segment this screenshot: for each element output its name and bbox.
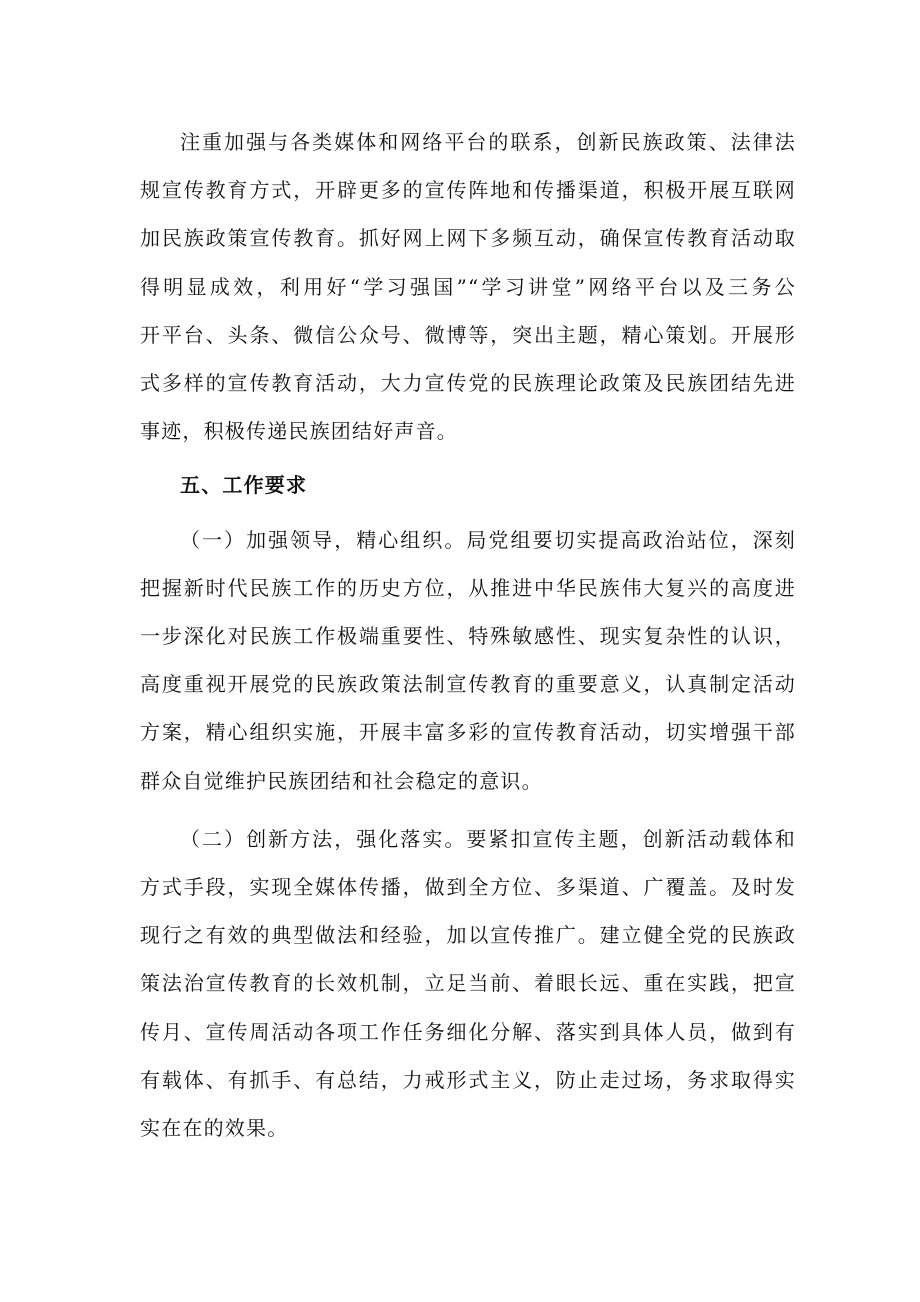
- paragraph-line: 一步深化对民族工作极端重要性、特殊敏感性、现实复杂性的认识，: [140, 624, 796, 649]
- paragraph-line: 现行之有效的典型做法和经验，加以宣传推广。建立健全党的民族政: [140, 923, 796, 948]
- paragraph-line: 有载体、有抓手、有总结，力戒形式主义，防止走过场，务求取得实: [140, 1067, 796, 1092]
- paragraph-line: 策法治宣传教育的长效机制，立足当前、着眼长远、重在实践，把宣: [140, 971, 796, 996]
- paragraph-innovation: [140, 815, 796, 1152]
- paragraph-leadership: [140, 516, 796, 805]
- paragraph-media-platforms: [140, 118, 796, 455]
- paragraph-line: （二）创新方法，强化落实。要紧扣宣传主题，创新活动载体和: [180, 826, 796, 851]
- paragraph-line: 加民族政策宣传教育。抓好网上网下多频互动，确保宣传教育活动取: [140, 226, 796, 251]
- document-body: [140, 118, 796, 1152]
- paragraph-line: 高度重视开展党的民族政策法制宣传教育的重要意义，认真制定活动: [140, 672, 796, 697]
- paragraph-line: 式多样的宣传教育活动，大力宣传党的民族理论政策及民族团结先进: [140, 371, 796, 396]
- paragraph-line: 传月、宣传周活动各项工作任务细化分解、落实到具体人员，做到有: [140, 1019, 796, 1044]
- paragraph-line: 群众自觉维护民族团结和社会稳定的意识。: [140, 768, 543, 793]
- paragraph-line: 把握新时代民族工作的历史方位，从推进中华民族伟大复兴的高度进: [140, 575, 796, 600]
- paragraph-line: （一）加强领导，精心组织。局党组要切实提高政治站位，深刻: [180, 527, 796, 552]
- paragraph-line: 事迹，积极传递民族团结好声音。: [140, 419, 458, 444]
- paragraph-line: 得明显成效，利用好“学习强国”“学习讲堂”网络平台以及三务公: [140, 274, 796, 299]
- paragraph-line: 方案，精心组织实施，开展丰富多彩的宣传教育活动，切实增强干部: [140, 720, 796, 745]
- paragraph-line: 规宣传教育方式，开辟更多的宣传阵地和传播渠道，积极开展互联网: [140, 178, 796, 203]
- paragraph-line: 注重加强与各类媒体和网络平台的联系，创新民族政策、法律法: [180, 130, 796, 154]
- paragraph-line: 开平台、头条、微信公众号、微博等，突出主题，精心策划。开展形: [140, 322, 796, 347]
- section-heading: [140, 461, 796, 509]
- section-heading-text: 五、工作要求: [180, 473, 308, 498]
- paragraph-line: 方式手段，实现全媒体传播，做到全方位、多渠道、广覆盖。及时发: [140, 875, 796, 900]
- paragraph-line: 实在在的效果。: [140, 1116, 289, 1141]
